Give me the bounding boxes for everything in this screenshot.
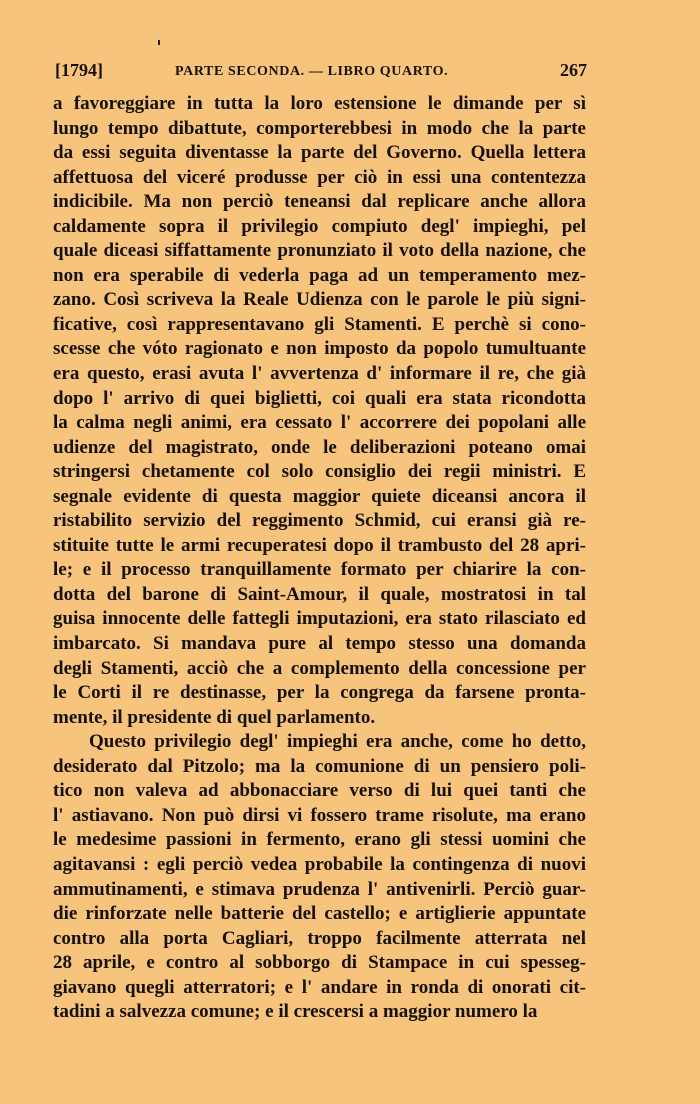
text-line: le; e il processo tranquillamente formato per chiarire la con-	[53, 559, 586, 581]
text-line: udienze del magistrato, onde le deliberazioni poteano omai	[53, 436, 586, 458]
text-line: scesse che vóto ragionato e non imposto da popolo tumultuante	[53, 338, 586, 360]
text-line: stringersi chetamente col solo consiglio dei regii ministri. E	[53, 461, 586, 483]
text-line: tadini a salvezza comune; e il crescersi a maggior numero la	[53, 1001, 538, 1023]
text-line: segnale evidente di questa maggior quiete diceansi ancora il	[53, 485, 586, 507]
text-line: stituite tutte le armi recuperatesi dopo il trambusto del 28 apri-	[53, 534, 586, 556]
text-line: degli Stamenti, acciò che a complemento della concessione per	[53, 657, 586, 679]
text-line: ammutinamenti, e stimava prudenza l' antivenirli. Perciò guar-	[53, 878, 586, 900]
text-line: dopo l' arrivo di quei biglietti, coi quali era stata ricondotta	[53, 387, 586, 409]
text-line: a favoreggiare in tutta la loro estensione le dimande per sì	[53, 93, 586, 114]
paragraph	[53, 730, 586, 1025]
text-line: le Corti il re destinasse, per la congrega da farsene pronta-	[53, 682, 586, 704]
header-year: [1794]	[55, 60, 103, 80]
text-line: imbarcato. Si mandava pure al tempo stesso una domanda	[53, 633, 586, 655]
text-line: agitavansi : egli perciò vedea probabile la contingenza di nuovi	[53, 853, 586, 875]
text-line: da essi seguita diventasse la parte del Governo. Quella lettera	[53, 142, 586, 164]
text-line: lungo tempo dibattute, comporterebbesi in modo che la parte	[53, 117, 586, 139]
text-line: quale diceasi siffattamente pronunziato il voto della nazione, che	[53, 240, 586, 262]
text-line: tico non valeva ad abbonacciare verso di lui quei tanti che	[53, 780, 586, 802]
text-line: mente, il presidente di quel parlamento.	[53, 706, 376, 728]
page-number: 267	[560, 60, 587, 80]
text-line: zano. Così scriveva la Reale Udienza con le parole le più signi-	[53, 289, 586, 311]
body-text	[53, 92, 586, 1025]
text-line: era questo, erasi avuta l' avvertenza d' informare il re, che già	[53, 363, 586, 385]
text-line: affettuosa del viceré produsse per ciò in essi una contentezza	[53, 166, 586, 188]
text-line: 28 aprile, e contro al sobborgo di Stampace in cui spesseg-	[53, 952, 586, 974]
paragraph	[53, 92, 586, 730]
text-line: contro alla porta Cagliari, troppo facilmente atterrata nel	[53, 927, 586, 949]
text-line: caldamente sopra il privilegio compiuto degl' impieghi, pel	[53, 215, 586, 237]
text-line: guisa innocente delle fattegli imputazioni, era stato rilasciato ed	[53, 608, 586, 630]
text-line: ficative, così rappresentavano gli Stamenti. E perchè si cono-	[53, 313, 586, 335]
text-line: indicibile. Ma non perciò teneansi dal replicare anche allora	[53, 191, 586, 213]
text-line: dotta del barone di Saint-Amour, il quale, mostratosi in tal	[53, 583, 586, 605]
text-line: le medesime passioni in fermento, erano gli stessi uomini che	[53, 829, 586, 851]
text-line: giavano quegli atterratori; e l' andare in ronda di onorati cit-	[53, 976, 586, 998]
text-line: la calma negli animi, era cessato l' accorrere dei popolani alle	[53, 412, 586, 434]
ink-speck	[158, 40, 160, 45]
text-line: non era sperabile di vederla paga ad un temperamento mez-	[53, 264, 586, 286]
text-line: desiderato dal Pitzolo; ma la comunione di un pensiero poli-	[53, 755, 586, 777]
text-line: die rinforzate nelle batterie del castello; e artiglierie appuntate	[53, 903, 586, 925]
text-line: ristabilito servizio del reggimento Schmid, cui eransi già re-	[53, 510, 586, 532]
header-title: PARTE SECONDA. — LIBRO QUARTO.	[175, 64, 449, 79]
text-line: l' astiavano. Non può dirsi vi fossero trame risolute, ma erano	[53, 804, 586, 826]
running-header	[55, 60, 587, 86]
text-line: Questo privilegio degl' impieghi era anche, come ho detto,	[89, 731, 586, 753]
